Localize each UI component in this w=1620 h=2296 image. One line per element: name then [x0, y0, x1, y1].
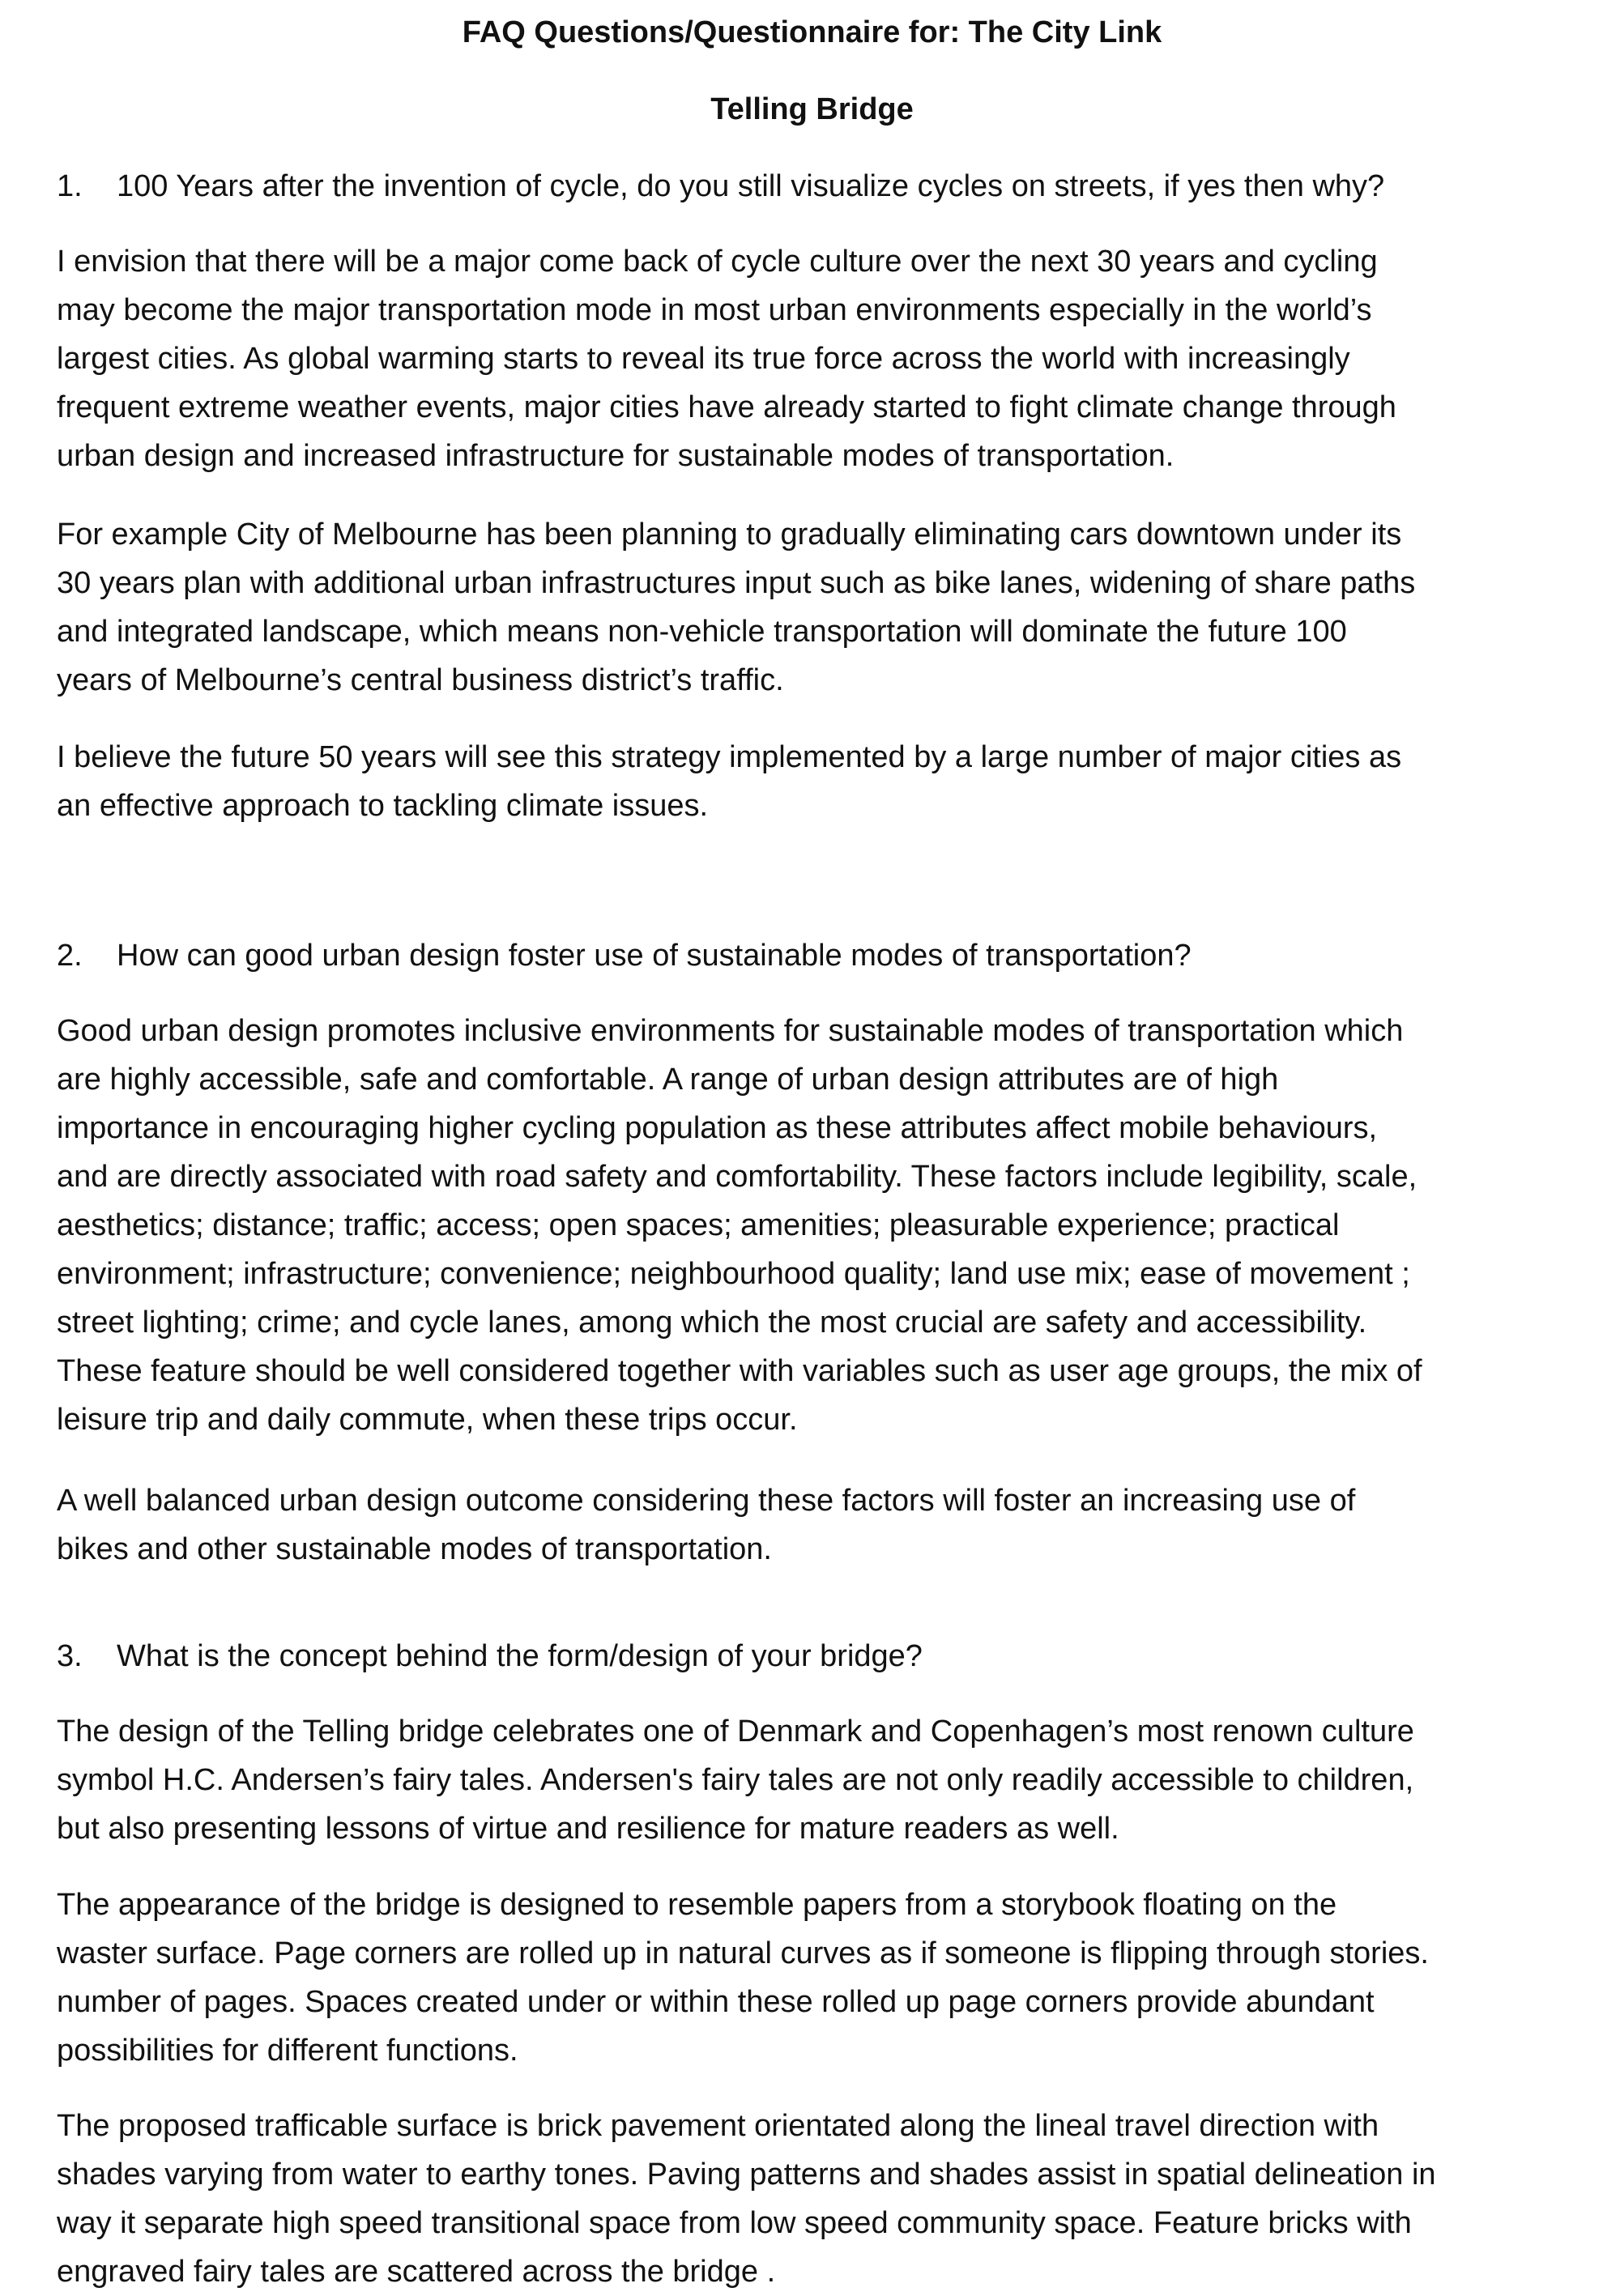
answer-1-paragraph-1 [57, 237, 1567, 480]
text-line: years of Melbourne’s central business district’s traffic. [57, 663, 784, 697]
text-line: For example City of Melbourne has been planning to gradually eliminating cars downtown under its [57, 518, 1402, 552]
text-line: leisure trip and daily commute, when these trips occur. [57, 1403, 798, 1437]
text-line: 30 years plan with additional urban infrastructures input such as bike lanes, widening of share paths [57, 566, 1416, 600]
text-line: and integrated landscape, which means non-vehicle transportation will dominate the future 100 [57, 615, 1347, 649]
document-title: FAQ Questions/Questionnaire for: The City Link [462, 15, 1162, 49]
text-line: possibilities for different functions. [57, 2034, 518, 2068]
text-line: shades varying from water to earthy tones. Paving patterns and shades assist in spatial delineation in [57, 2158, 1436, 2192]
text-line: aesthetics; distance; traffic; access; open spaces; amenities; pleasurable experience; practical [57, 1208, 1340, 1242]
question-number: 3. [57, 1639, 83, 1673]
text-line: Good urban design promotes inclusive environments for sustainable modes of transportation which [57, 1014, 1404, 1048]
document-page [57, 0, 1567, 2289]
question-3 [57, 1636, 1567, 1676]
text-line: The design of the Telling bridge celebrates one of Denmark and Copenhagen’s most renown culture [57, 1715, 1414, 1749]
question-text: 100 Years after the invention of cycle, do you still visualize cycles on streets, if yes then why? [117, 169, 1385, 203]
text-line: environment; infrastructure; convenience; neighbourhood quality; land use mix; ease of movement ; [57, 1257, 1410, 1291]
text-line: may become the major transportation mode in most urban environments especially in the world’s [57, 293, 1372, 327]
text-line: I envision that there will be a major come back of cycle culture over the next 30 years and cycling [57, 245, 1378, 279]
text-line: waster surface. Page corners are rolled up in natural curves as if someone is flipping through stories. [57, 1936, 1429, 1970]
text-line: largest cities. As global warming starts to reveal its true force across the world with increasingly [57, 342, 1350, 376]
text-line: symbol H.C. Andersen’s fairy tales. Andersen's fairy tales are not only readily accessible to children, [57, 1763, 1414, 1797]
text-line: an effective approach to tackling climate issues. [57, 789, 709, 823]
answer-3-paragraph-2 [57, 1881, 1567, 2075]
question-text: How can good urban design foster use of sustainable modes of transportation? [117, 939, 1192, 973]
document-subtitle: Telling Bridge [710, 92, 914, 126]
text-line: A well balanced urban design outcome considering these factors will foster an increasing use of [57, 1484, 1356, 1518]
text-line: street lighting; crime; and cycle lanes, among which the most crucial are safety and accessibility. [57, 1306, 1367, 1340]
text-line: These feature should be well considered together with variables such as user age groups, the mix of [57, 1354, 1422, 1388]
text-line: number of pages. Spaces created under or within these rolled up page corners provide abundant [57, 1985, 1375, 2019]
answer-2-paragraph-2 [57, 1476, 1567, 1574]
question-2 [57, 935, 1567, 976]
text-line: are highly accessible, safe and comfortable. A range of urban design attributes are of high [57, 1063, 1279, 1097]
text-line: The proposed trafficable surface is brick pavement orientated along the lineal travel direction with [57, 2109, 1379, 2143]
text-line: The appearance of the bridge is designed to resemble papers from a storybook floating on the [57, 1888, 1337, 1922]
answer-1-paragraph-3 [57, 733, 1567, 830]
text-line: urban design and increased infrastructure for sustainable modes of transportation. [57, 439, 1174, 473]
text-line: importance in encouraging higher cycling population as these attributes affect mobile behaviours, [57, 1111, 1378, 1145]
text-line: I believe the future 50 years will see this strategy implemented by a large number of major cities as [57, 740, 1402, 774]
text-line: engraved fairy tales are scattered across the bridge . [57, 2255, 776, 2289]
text-line: and are directly associated with road safety and comfortability. These factors include legibility, scale, [57, 1160, 1418, 1194]
text-line: bikes and other sustainable modes of transportation. [57, 1532, 772, 1566]
question-1 [57, 166, 1567, 207]
answer-3-paragraph-3 [57, 2102, 1567, 2296]
answer-3-paragraph-1 [57, 1707, 1567, 1853]
answer-1-paragraph-2 [57, 510, 1567, 705]
question-number: 1. [57, 169, 83, 203]
text-line: frequent extreme weather events, major cities have already started to fight climate change through [57, 390, 1396, 424]
answer-2-paragraph-1 [57, 1007, 1567, 1444]
text-line: way it separate high speed transitional space from low speed community space. Feature bricks with [57, 2206, 1412, 2240]
question-text: What is the concept behind the form/design of your bridge? [117, 1639, 923, 1673]
question-number: 2. [57, 939, 83, 973]
text-line: but also presenting lessons of virtue and resilience for mature readers as well. [57, 1812, 1119, 1846]
